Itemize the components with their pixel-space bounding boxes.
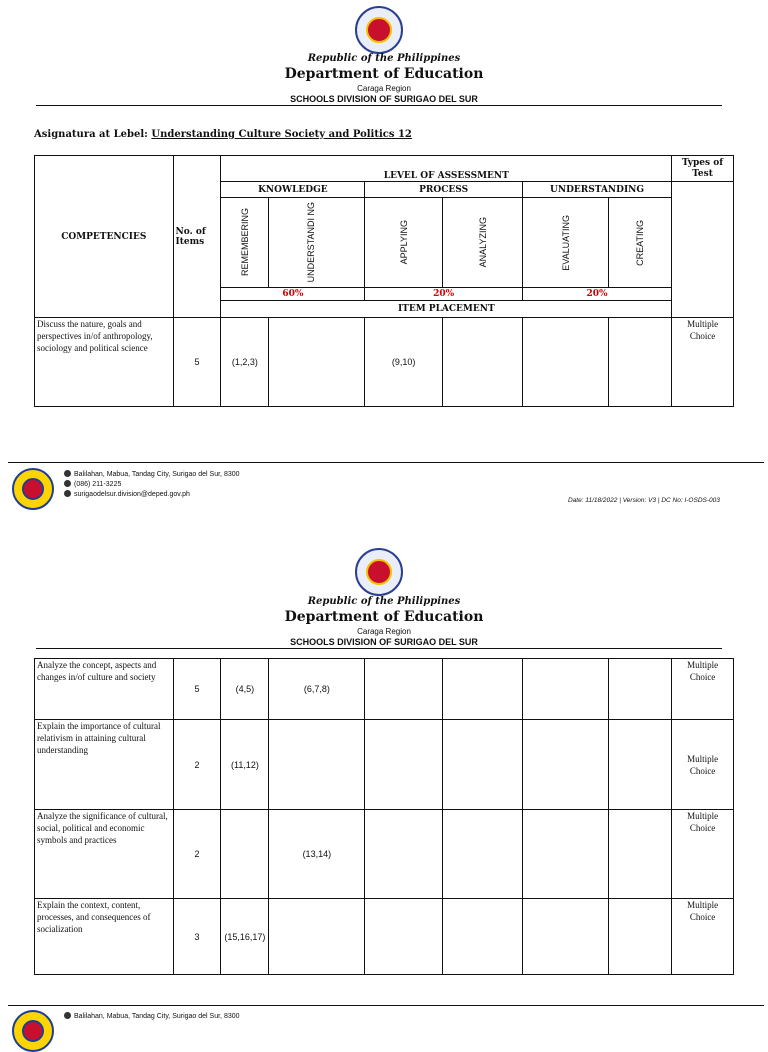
region-text: Caraga Region [357,627,411,636]
knowledge-percent: 60% [221,288,365,301]
tos-table-page1 [34,155,734,407]
type-cell: Multiple Choice [672,810,734,899]
process-header: PROCESS [365,182,523,198]
subject-label: Asignatura at Lebel: [34,129,148,140]
understanding-cell [269,720,365,810]
deped-seal-icon [355,548,403,596]
header-divider [36,648,722,649]
level-of-assessment-header: LEVEL OF ASSESSMENT [221,156,672,182]
table-row [35,810,734,899]
analyzing-cell [443,318,523,407]
process-percent: 20% [365,288,523,301]
footer-divider [8,1005,764,1006]
type-cell: Multiple Choice [672,720,734,810]
type-cell: Multiple Choice [672,318,734,407]
understanding-cell [269,318,365,407]
footer-address: Balilahan, Mabua, Tandag City, Surigao del Sur, 8300 [74,1013,240,1020]
evaluating-cell [522,899,608,975]
applying-cell [365,720,443,810]
evaluating-header-cell [522,198,608,288]
remembering-cell: (4,5) [221,659,269,720]
items-cell: 2 [173,810,221,899]
evaluating-cell [522,720,608,810]
remembering-header-cell [221,198,269,288]
evaluating-header: EVALUATING [560,214,571,271]
evaluating-cell [522,810,608,899]
items-header: No. of Items [173,156,221,318]
competency-cell: Explain the context, content, processes, and consequences of socialization [35,899,174,975]
item-placement-header: ITEM PLACEMENT [221,301,672,318]
knowledge-header: KNOWLEDGE [221,182,365,198]
applying-cell [365,899,443,975]
remembering-cell: (15,16,17) [221,899,269,975]
analyzing-cell [443,659,523,720]
understanding-cell: (6,7,8) [269,659,365,720]
understanding-cell [269,899,365,975]
footer-contact [64,1012,240,1022]
competency-cell: Analyze the concept, aspects and changes in/of culture and society [35,659,174,720]
tos-table-page2 [34,658,734,975]
applying-header-cell [365,198,443,288]
footer-contact [64,470,240,500]
analyzing-cell [443,899,523,975]
creating-cell [609,810,672,899]
competencies-header: COMPETENCIES [35,156,174,318]
department-title: Department of Education [284,66,484,82]
applying-header: APPLYING [398,220,409,265]
remembering-cell [221,810,269,899]
competency-cell: Analyze the significance of cultural, social, political and economic symbols and practices [35,810,174,899]
analyzing-header-cell [443,198,523,288]
applying-cell [365,659,443,720]
location-icon [64,470,71,477]
division-logo-icon [12,1010,54,1052]
items-cell: 5 [173,659,221,720]
region-text: Caraga Region [357,84,411,93]
understanding-cell: (13,14) [269,810,365,899]
competency-cell: Discuss the nature, goals and perspectives in/of anthropology, sociology and political science [35,318,174,407]
division-logo-icon [12,468,54,510]
type-cell: Multiple Choice [672,899,734,975]
analyzing-cell [443,720,523,810]
remembering-cell: (11,12) [221,720,269,810]
understanding-percent: 20% [522,288,671,301]
analyzing-header: ANALYZING [477,217,488,268]
footer-address: Balilahan, Mabua, Tandag City, Surigao del Sur, 8300 [74,471,240,478]
creating-cell [609,659,672,720]
table-row [35,720,734,810]
subject-value: Understanding Culture Society and Politics 12 [151,129,412,140]
understanding-sub-header-cell [269,198,365,288]
header-divider [36,105,722,106]
location-icon [64,1012,71,1019]
republic-text: Republic of the Philippines [307,53,461,64]
creating-cell [609,720,672,810]
creating-header-cell [609,198,672,288]
understanding-sub-header: UNDERSTANDI NG [305,202,316,283]
deped-seal-icon [355,6,403,54]
remembering-header: REMEMBERING [239,208,250,277]
types-of-test-header: Types of Test [672,156,734,182]
type-cell: Multiple Choice [672,659,734,720]
items-cell: 2 [173,720,221,810]
division-text: SCHOOLS DIVISION OF SURIGAO DEL SUR [290,637,478,647]
division-text: SCHOOLS DIVISION OF SURIGAO DEL SUR [290,94,478,104]
footer-divider [8,462,764,463]
understanding-header: UNDERSTANDING [522,182,671,198]
table-row [35,899,734,975]
applying-cell: (9,10) [365,318,443,407]
creating-header: CREATING [635,219,646,266]
applying-cell [365,810,443,899]
republic-text: Republic of the Philippines [307,596,461,607]
footer-email[interactable]: surigaodelsur.division@deped.gov.ph [74,491,190,498]
footer-phone: (086) 211-3225 [74,481,122,488]
table-row [35,318,734,407]
department-title: Department of Education [284,609,484,625]
types-blank-cell [672,182,734,318]
creating-cell [609,899,672,975]
analyzing-cell [443,810,523,899]
subject-line [34,129,412,140]
items-cell: 3 [173,899,221,975]
phone-icon [64,480,71,487]
evaluating-cell [522,318,608,407]
items-cell: 5 [173,318,221,407]
table-row [35,659,734,720]
competency-cell: Explain the importance of cultural relativism in attaining cultural understanding [35,720,174,810]
footer-docinfo: Date: 11/18/2022 | Version: V3 | DC No: I-OSDS-003 [568,497,720,504]
email-icon [64,490,71,497]
remembering-cell: (1,2,3) [221,318,269,407]
creating-cell [609,318,672,407]
evaluating-cell [522,659,608,720]
